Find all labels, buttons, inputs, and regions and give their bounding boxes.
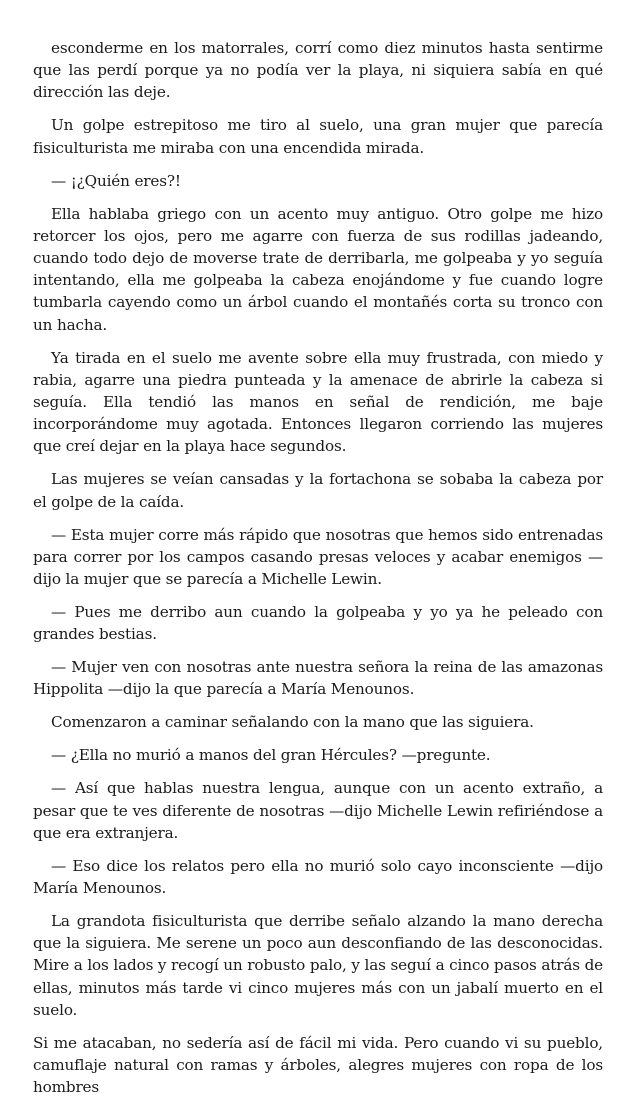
paragraph: La grandota fisiculturista que derribe señalo alzando la mano derecha que la siguiera. Me serene un poco aun desconfiando de las desconocidas. Mire a los lados y recogí un robusto palo, y las seguí a cinco pasos atrás de ellas, minutos más tarde vi cinco mujeres más con un jabalí muerto en el suelo. — [33, 912, 603, 1019]
paragraph: Un golpe estrepitoso me tiro al suelo, una gran mujer que parecía fisiculturista me miraba con una encendida mirada. — [33, 116, 603, 157]
dialogue-line: — Esta mujer corre más rápido que nosotras que hemos sido entrenadas para correr por los campos casando presas veloces y acabar enemigos —dijo la mujer que se parecía a Michelle Lewin. — [33, 525, 603, 589]
paragraph: Ya tirada en el suelo me avente sobre ella muy frustrada, con miedo y rabia, agarre una piedra punteada y la amenace de abrirle la cabeza si seguía. Ella tendió las manos en señal de rendición, me baje incorporándome muy agotada. Entonces llegaron corriendo las mujeres que creí dejar en la playa hace segundos. — [33, 348, 603, 456]
dialogue-line: — Así que hablas nuestra lengua, aunque con un acento extraño, a pesar que te ves diferente de nosotras —dijo Michelle Lewin refiriéndose a que era extranjera. — [33, 779, 603, 842]
dialogue-line: — ¿Ella no murió a manos del gran Hércules? —pregunte. — [51, 746, 491, 765]
body-text — [33, 37, 603, 1109]
paragraph: Las mujeres se veían cansadas y la fortachona se sobaba la cabeza por el golpe de la caída. — [33, 470, 603, 511]
paragraph: esconderme en los matorrales, corrí como diez minutos hasta sentirme que las perdí porque ya no podía ver la playa, ni siquiera sabía en qué dirección las deje. — [33, 39, 603, 102]
paragraph: Comenzaron a caminar señalando con la mano que las siguiera. — [51, 713, 534, 732]
paragraph: Ella hablaba griego con un acento muy antiguo. Otro golpe me hizo retorcer los ojos, pero me agarre con fuerza de sus rodillas jadeando, cuando todo dejo de moverse trate de derribarla, me golpeaba y yo seguía intentando, ella me golpeaba la cabeza enojándome y fue cuando logre tumbarla cayendo como un árbol cuando el montañés corta su tronco con un hacha. — [33, 204, 603, 334]
dialogue-line: — Pues me derribo aun cuando la golpeaba y yo ya he peleado con grandes bestias. — [33, 603, 603, 644]
dialogue-line: — Mujer ven con nosotras ante nuestra señora la reina de las amazonas Hippolita —dijo la que parecía a María Menounos. — [33, 658, 603, 699]
dialogue-line: — ¡¿Quién eres?! — [51, 171, 181, 190]
dialogue-line: — Eso dice los relatos pero ella no murió solo cayo inconsciente —dijo María Menounos. — [33, 856, 603, 898]
paragraph: Si me atacaban, no sedería así de fácil mi vida. Pero cuando vi su pueblo, camuflaje natural con ramas y árboles, alegres mujeres con ropa de los hombres — [33, 1033, 603, 1097]
